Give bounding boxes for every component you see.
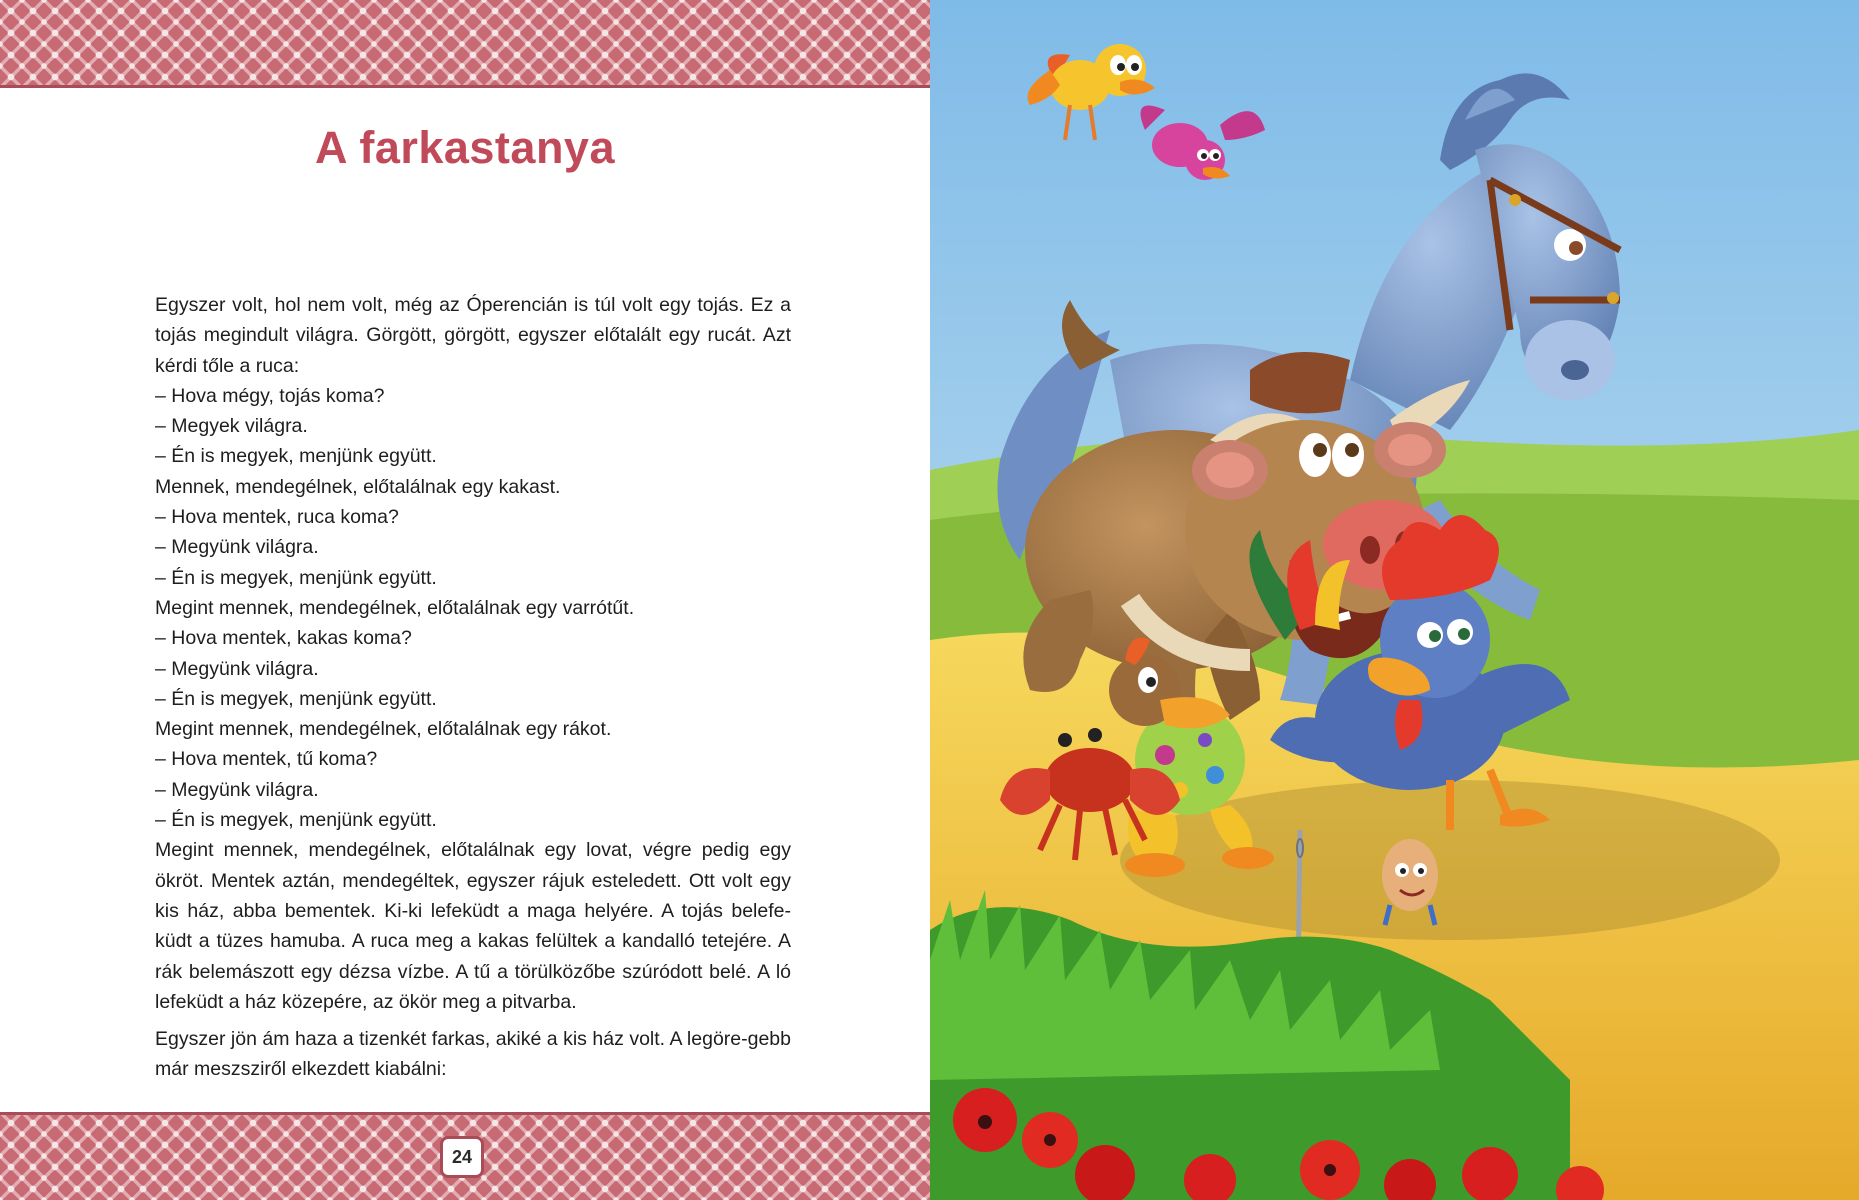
dialogue-line: – Megyünk világra. [155, 778, 319, 801]
paragraph: Megint mennek, mendegélnek, előtalálnak egy lovat, végre pedig egy ökröt. Mentek aztán, mendegéltek, egyszer rájuk esteledett. Ott volt egy kis ház, abba bementek. Ki-ki lefeküdt a maga helyére. A tojás belefe-küdt a tüzes hamuba. A ruca meg a kakas felültek a kandalló tetejére. A rák belemászott egy dézsa vízbe. A tű a törülközőbe szúródott belé. A ló lefeküdt a ház közepére, az ökör meg a pitvarba. [155, 839, 791, 1013]
dialogue-line: – Én is megyek, menjünk együtt. [155, 809, 437, 832]
top-ornament-border [0, 0, 930, 88]
dialogue-line: – Megyünk világra. [155, 536, 319, 559]
dialogue-line: – Én is megyek, menjünk együtt. [155, 445, 437, 468]
dialogue-line: – Én is megyek, menjünk együtt. [155, 687, 437, 710]
narration-line: Mennek, mendegélnek, előtalálnak egy kakast. [155, 475, 561, 498]
dialogue-line: – Hova mentek, tű koma? [155, 748, 378, 771]
dialogue-line: – Hova mentek, kakas koma? [155, 627, 412, 650]
story-text [155, 290, 791, 1085]
dialogue-line: – Hova mégy, tojás koma? [155, 384, 385, 407]
narration-line: Megint mennek, mendegélnek, előtalálnak egy rákot. [155, 718, 612, 741]
illustration [930, 0, 1859, 1200]
page-number: 24 [440, 1136, 484, 1178]
paragraph: Egyszer jön ám haza a tizenkét farkas, akiké a kis ház volt. A legöre-gebb már meszsziről elkezdett kiabálni: [155, 1028, 791, 1081]
story-title: A farkastanya [315, 122, 615, 173]
paragraph: Egyszer volt, hol nem volt, még az Óperencián is túl volt egy tojás. Ez a tojás megindult világra. Görgött, görgött, egyszer előtalált egy rucát. Azt kérdi tőle a ruca: [155, 294, 791, 377]
dialogue-line: – Megyünk világra. [155, 657, 319, 680]
narration-line: Megint mennek, mendegélnek, előtalálnak egy varrótűt. [155, 596, 635, 619]
dialogue-line: – Megyek világra. [155, 415, 308, 438]
dialogue-line: – Én is megyek, menjünk együtt. [155, 566, 437, 589]
dialogue-line: – Hova mentek, ruca koma? [155, 506, 399, 529]
